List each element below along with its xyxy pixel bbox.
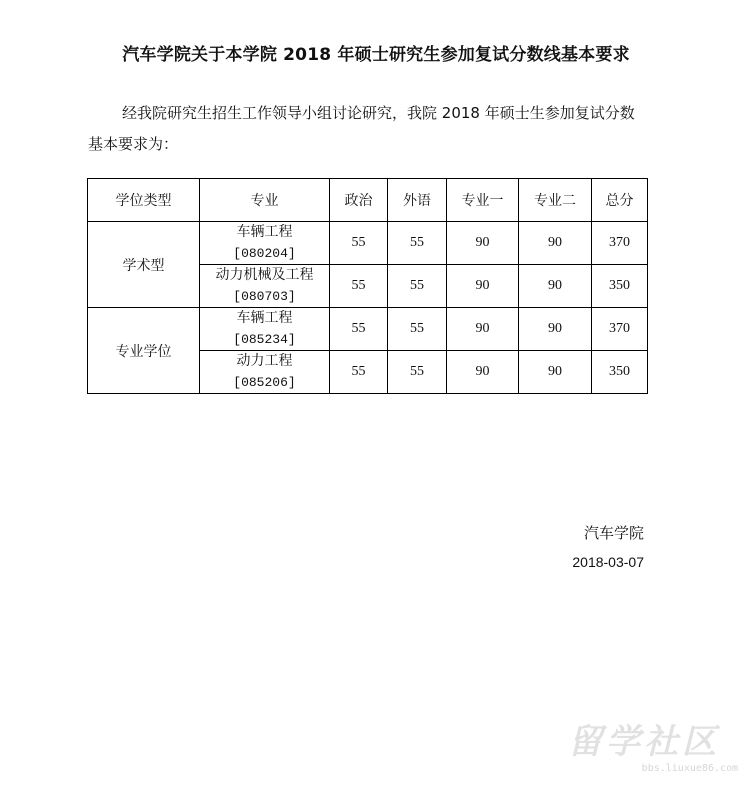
politics-score: 55 [330,308,388,351]
politics-score: 55 [330,351,388,394]
header-cell: 专业一 [447,179,519,222]
subject1-score: 90 [447,308,519,351]
major-cell [200,351,330,394]
major-code: [085234] [233,332,296,347]
subject2-score: 90 [519,265,592,308]
major-code: [085206] [233,375,296,390]
major-cell [200,308,330,351]
signature-date: 2018-03-07 [572,554,644,570]
major-code: [080204] [233,246,296,261]
total-score: 370 [592,222,648,265]
major-cell [200,265,330,308]
degree-type-cell: 学术型 [88,222,200,308]
header-cell: 学位类型 [88,179,200,222]
language-score: 55 [388,308,447,351]
politics-score: 55 [330,265,388,308]
header-cell: 政治 [330,179,388,222]
table-row [88,222,648,265]
major-cell [200,222,330,265]
language-score: 55 [388,222,447,265]
language-score: 55 [388,351,447,394]
site-watermark [568,714,738,774]
score-requirements-table [87,178,648,394]
subject2-score: 90 [519,351,592,394]
major-name: 车辆工程 [236,310,293,326]
subject1-score: 90 [447,265,519,308]
subject2-score: 90 [519,308,592,351]
major-name: 动力机械及工程 [215,267,314,283]
subject2-score: 90 [519,222,592,265]
subject1-score: 90 [447,351,519,394]
major-name: 车辆工程 [236,224,293,240]
intro-paragraph: 经我院研究生招生工作领导小组讨论研究，我院 2018 年硕士生参加复试分数基本要求为： [88,104,635,153]
watermark-url: bbs.liuxue86.com [641,763,738,774]
document-title: 汽车学院关于本学院 2018 年硕士研究生参加复试分数线基本要求 [122,45,630,65]
total-score: 370 [592,308,648,351]
header-cell: 总分 [592,179,648,222]
major-name: 动力工程 [236,353,293,369]
header-cell: 外语 [388,179,447,222]
header-cell: 专业二 [519,179,592,222]
politics-score: 55 [330,222,388,265]
table-row [88,308,648,351]
total-score: 350 [592,351,648,394]
major-code: [080703] [233,289,296,304]
total-score: 350 [592,265,648,308]
degree-type-cell: 专业学位 [88,308,200,394]
table-header-row [88,179,648,222]
language-score: 55 [388,265,447,308]
signature-org: 汽车学院 [583,524,644,542]
subject1-score: 90 [447,222,519,265]
watermark-logo-text: 留学社区 [568,722,720,762]
header-cell: 专业 [200,179,330,222]
